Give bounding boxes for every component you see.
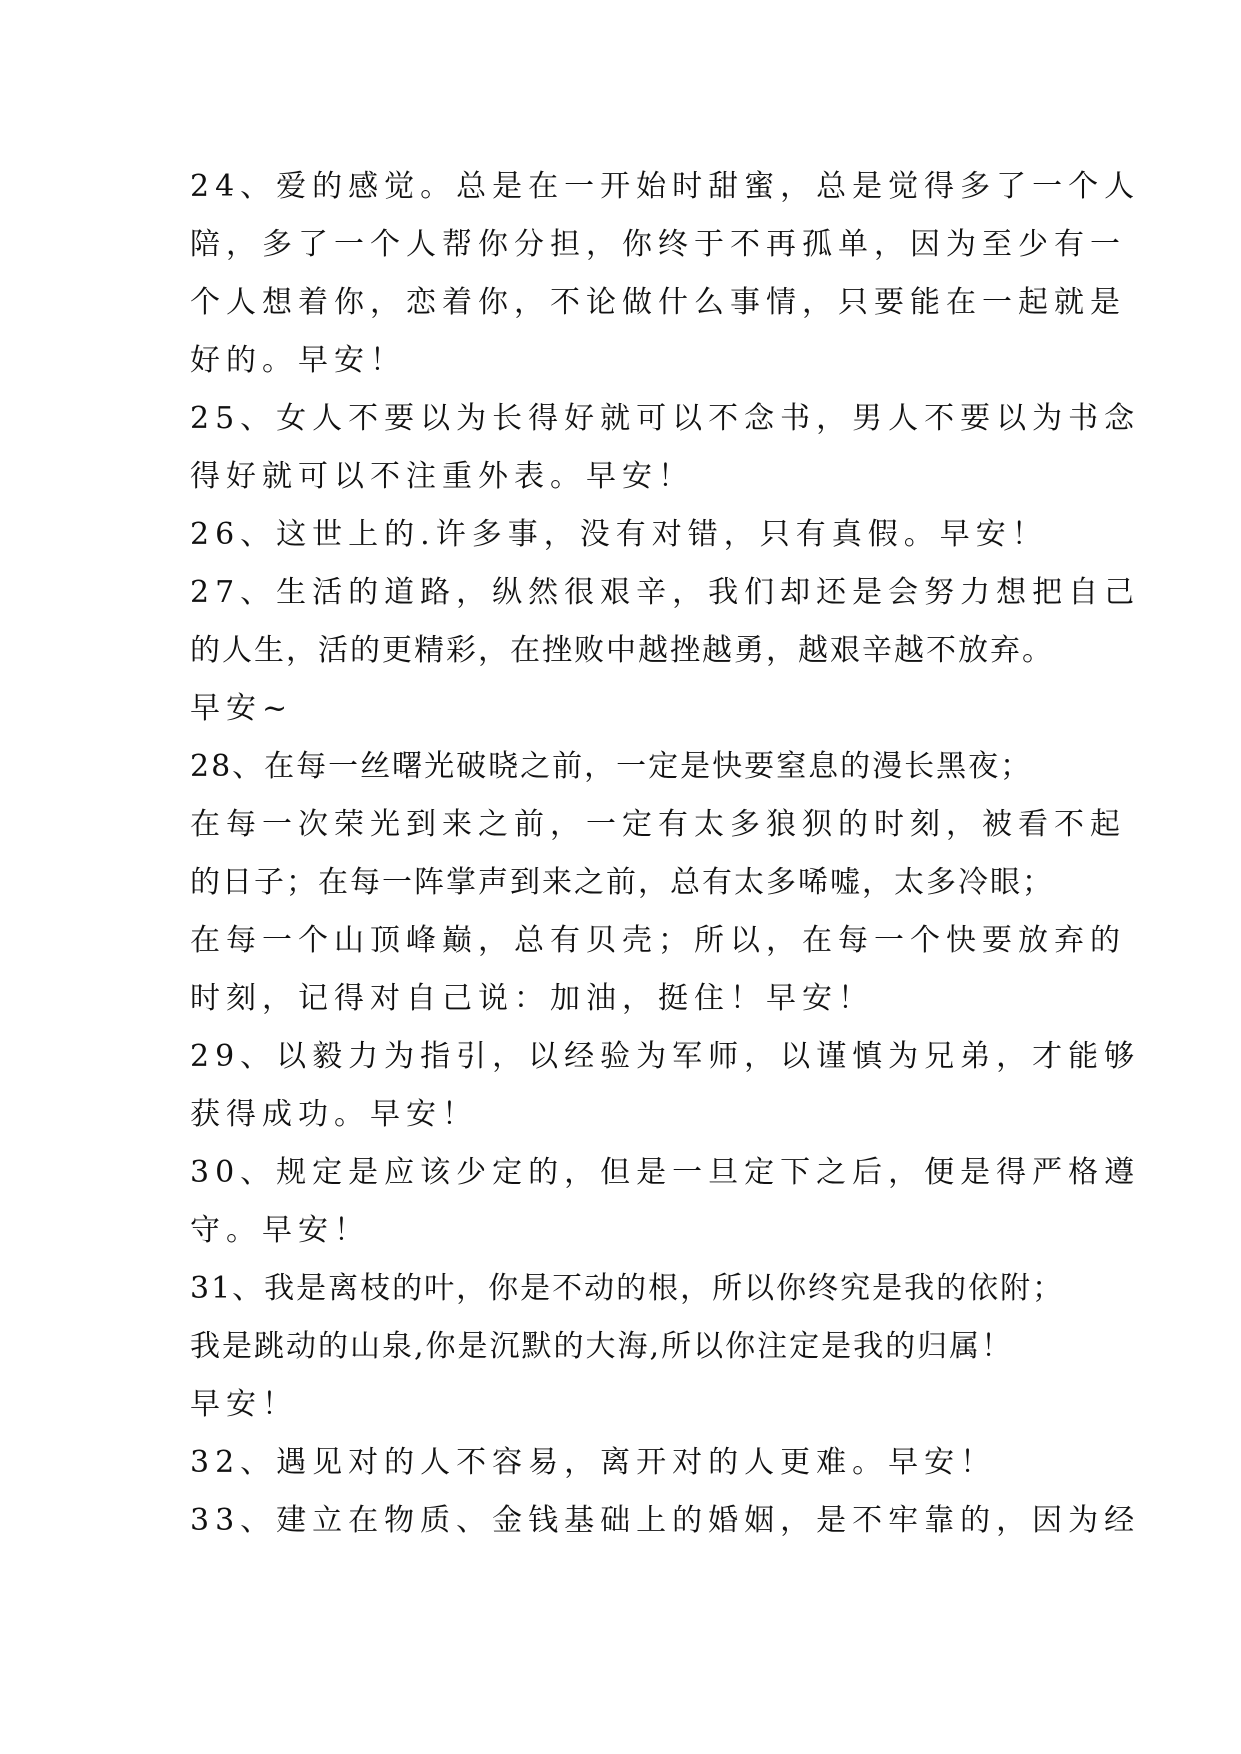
text-line: 29、以毅力为指引，以经验为军师，以谨慎为兄弟，才能够 xyxy=(190,1039,1141,1074)
text-line: 24、爱的感觉。总是在一开始时甜蜜，总是觉得多了一个人 xyxy=(190,169,1141,204)
text-line: 31、我是离枝的叶，你是不动的根，所以你终究是我的依附； xyxy=(190,1271,1065,1306)
text-line: 32、遇见对的人不容易，离开对的人更难。早安！ xyxy=(190,1445,997,1480)
text-line: 25、女人不要以为长得好就可以不念书，男人不要以为书念 xyxy=(190,401,1141,436)
text-line: 守。早安！ xyxy=(190,1213,370,1248)
text-line: 获得成功。早安！ xyxy=(190,1097,478,1132)
text-line: 的日子；在每一阵掌声到来之前，总有太多唏嘘，太多冷眼； xyxy=(190,865,1054,900)
text-line: 28、在每一丝曙光破晓之前，一定是快要窒息的漫长黑夜； xyxy=(190,749,1033,784)
text-line: 好的。早安！ xyxy=(190,343,406,378)
text-line: 得好就可以不注重外表。早安！ xyxy=(190,459,694,494)
text-line: 的人生，活的更精彩，在挫败中越挫越勇，越艰辛越不放弃。 xyxy=(190,633,1054,668)
document-page xyxy=(190,158,1141,1550)
text-line: 早安！ xyxy=(190,1387,298,1422)
text-line: 我是跳动的山泉,你是沉默的大海,所以你注定是我的归属！ xyxy=(190,1329,1014,1364)
text-line: 26、这世上的.许多事，没有对错，只有真假。早安！ xyxy=(190,517,1048,552)
text-line: 在每一次荣光到来之前，一定有太多狼狈的时刻，被看不起 xyxy=(190,807,1126,842)
text-line: 个人想着你，恋着你，不论做什么事情，只要能在一起就是 xyxy=(190,285,1126,320)
text-line: 陪，多了一个人帮你分担，你终于不再孤单，因为至少有一 xyxy=(190,227,1126,262)
text-line: 早安~ xyxy=(190,691,294,726)
text-line: 33、建立在物质、金钱基础上的婚姻，是不牢靠的，因为经 xyxy=(190,1503,1141,1538)
text-line: 27、生活的道路，纵然很艰辛，我们却还是会努力想把自己 xyxy=(190,575,1141,610)
text-line: 时刻，记得对自己说：加油，挺住！早安！ xyxy=(190,981,874,1016)
text-line: 在每一个山顶峰巅，总有贝壳；所以，在每一个快要放弃的 xyxy=(190,923,1126,958)
text-line: 30、规定是应该少定的，但是一旦定下之后，便是得严格遵 xyxy=(190,1155,1141,1190)
